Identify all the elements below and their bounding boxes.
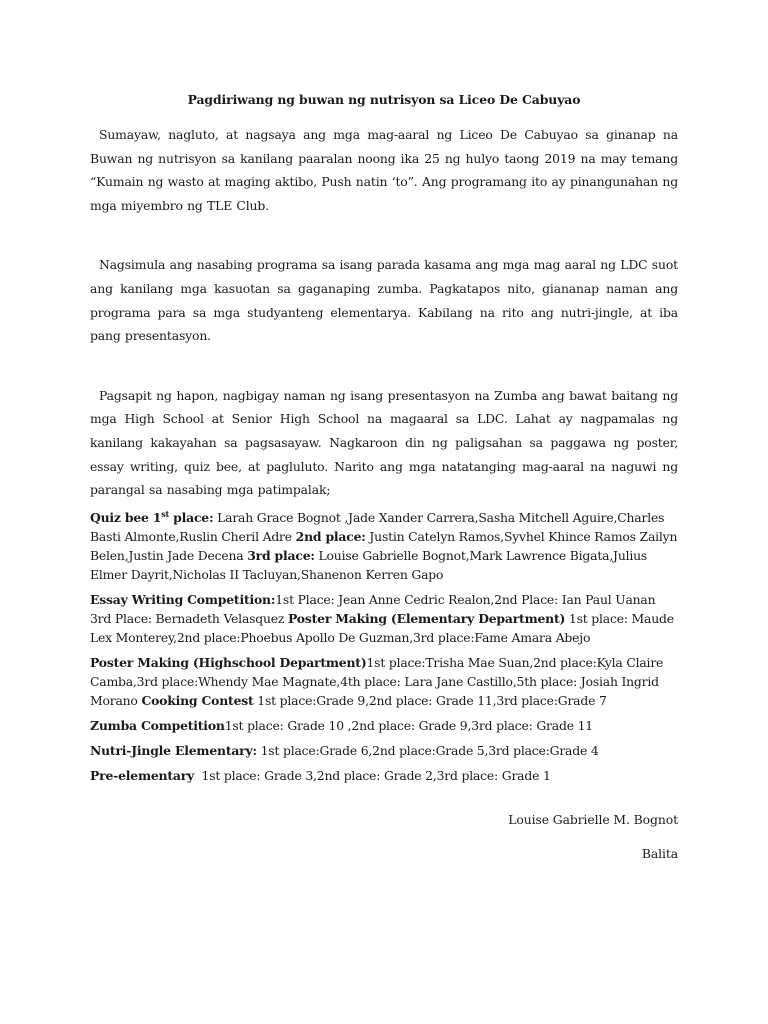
paragraph-intro: Sumayaw, nagluto, at nagsaya ang mga mag-aaral ng Liceo De Cabuyao sa ginanap na Buwan ng nutrisyon sa kanilang paaralan noong ika 25 ng hulyo taong 2019 na may temang “Kumain ng wasto at maging aktibo, Push natin ‘to”. Ang programang ito ay pinangunahan ng mga miyembro ng TLE Club.	[90, 127, 678, 213]
poster-elem-label: Poster Making (Elementary Department)	[288, 610, 566, 626]
article-title: Pagdiriwang ng buwan ng nutrisyon sa Liceo De Cabuyao	[187, 92, 581, 107]
zumba-winners	[90, 716, 678, 735]
nutri-jingle-winners	[90, 741, 678, 760]
quiz-bee-label	[90, 510, 213, 525]
quiz-bee-winners	[90, 508, 678, 584]
pre-elementary-winners	[90, 766, 678, 785]
zumba-text: 1st place: Grade 10 ,2nd place: Grade 9,3rd place: Grade 11	[224, 717, 593, 733]
poster-elem-text: 1st place: Maude Lex Monterey,2nd place:Phoebus Apollo De Guzman,3rd place:Fame Amara Abejo	[90, 610, 674, 645]
quiz-label-main: Quiz bee 1	[90, 509, 162, 525]
quiz-second-names: Justin Catelyn Ramos,Syvhel Khince Ramos Zailyn Belen,Justin Jade Decena	[90, 528, 678, 563]
jingle-label: Nutri-Jingle Elementary:	[90, 742, 257, 758]
article-body	[90, 92, 678, 791]
cooking-label: Cooking Contest	[141, 692, 254, 708]
essay-poster-elem-winners	[90, 590, 678, 647]
preelem-label: Pre-elementary	[90, 767, 195, 783]
quiz-third-label: 3rd place:	[247, 547, 315, 563]
quiz-second-label: 2nd place:	[295, 528, 366, 544]
paragraph-afternoon: Pagsapit ng hapon, nagbigay naman ng isang presentasyon na Zumba ang bawat baitang ng mga High School at Senior High School na magaaral sa LDC. Lahat ay nagpamalas ng kanilang kakayahan sa pagsasayaw. Nagkaroon din ng paligsahan sa paggawa ng poster, essay writing, quiz bee, at pagluluto. Narito ang mga natatanging mag-aaral na naguwi ng parangal sa nasabing mga patimpalak;	[90, 387, 678, 498]
essay-label: Essay Writing Competition:	[90, 591, 276, 607]
quiz-label-sup: st	[161, 508, 170, 519]
quiz-label-place: place:	[169, 509, 214, 525]
article-category: Balita	[641, 846, 678, 861]
poster-hs-text: 1st place:Trisha Mae Suan,2nd place:Kyla Claire Camba,3rd place:Whendy Mae Magnate,4th place: Lara Jane Castillo,5th place: Josiah Ingrid Morano	[90, 654, 664, 708]
jingle-text: 1st place:Grade 6,2nd place:Grade 5,3rd place:Grade 4	[256, 742, 599, 758]
essay-text: 1st Place: Jean Anne Cedric Realon,2nd Place: Ian Paul Uanan 3rd Place: Bernadeth Velasquez	[90, 591, 656, 626]
author-name: Louise Gabrielle M. Bognot	[508, 812, 678, 827]
quiz-first-names: Larah Grace Bognot ,Jade Xander Carrera,Sasha Mitchell Aguire,Charles Basti Almonte,Ruslin Cheril Adre	[90, 509, 665, 544]
cooking-text: 1st place:Grade 9,2nd place: Grade 11,3rd place:Grade 7	[253, 692, 607, 708]
zumba-label: Zumba Competition	[90, 717, 225, 733]
paragraph-parade: Nagsimula ang nasabing programa sa isang parada kasama ang mga mag aaral ng LDC suot ang kanilang mga kasuotan sa gaganaping zumba. Pagkatapos nito, giananap naman ang programa para sa mga studyanteng elementarya. Kabilang na rito ang nutri-jingle, at iba pang presentasyon.	[90, 257, 678, 344]
winners-list	[90, 508, 678, 785]
poster-hs-cooking-winners	[90, 653, 678, 710]
poster-hs-label: Poster Making (Highschool Department)	[90, 654, 367, 670]
quiz-third-names: Louise Gabrielle Bognot,Mark Lawrence Bigata,Julius Elmer Dayrit,Nicholas II Tacluyan,Shanenon Kerren Gapo	[90, 547, 648, 582]
preelem-text: 1st place: Grade 3,2nd place: Grade 2,3rd place: Grade 1	[194, 767, 551, 783]
